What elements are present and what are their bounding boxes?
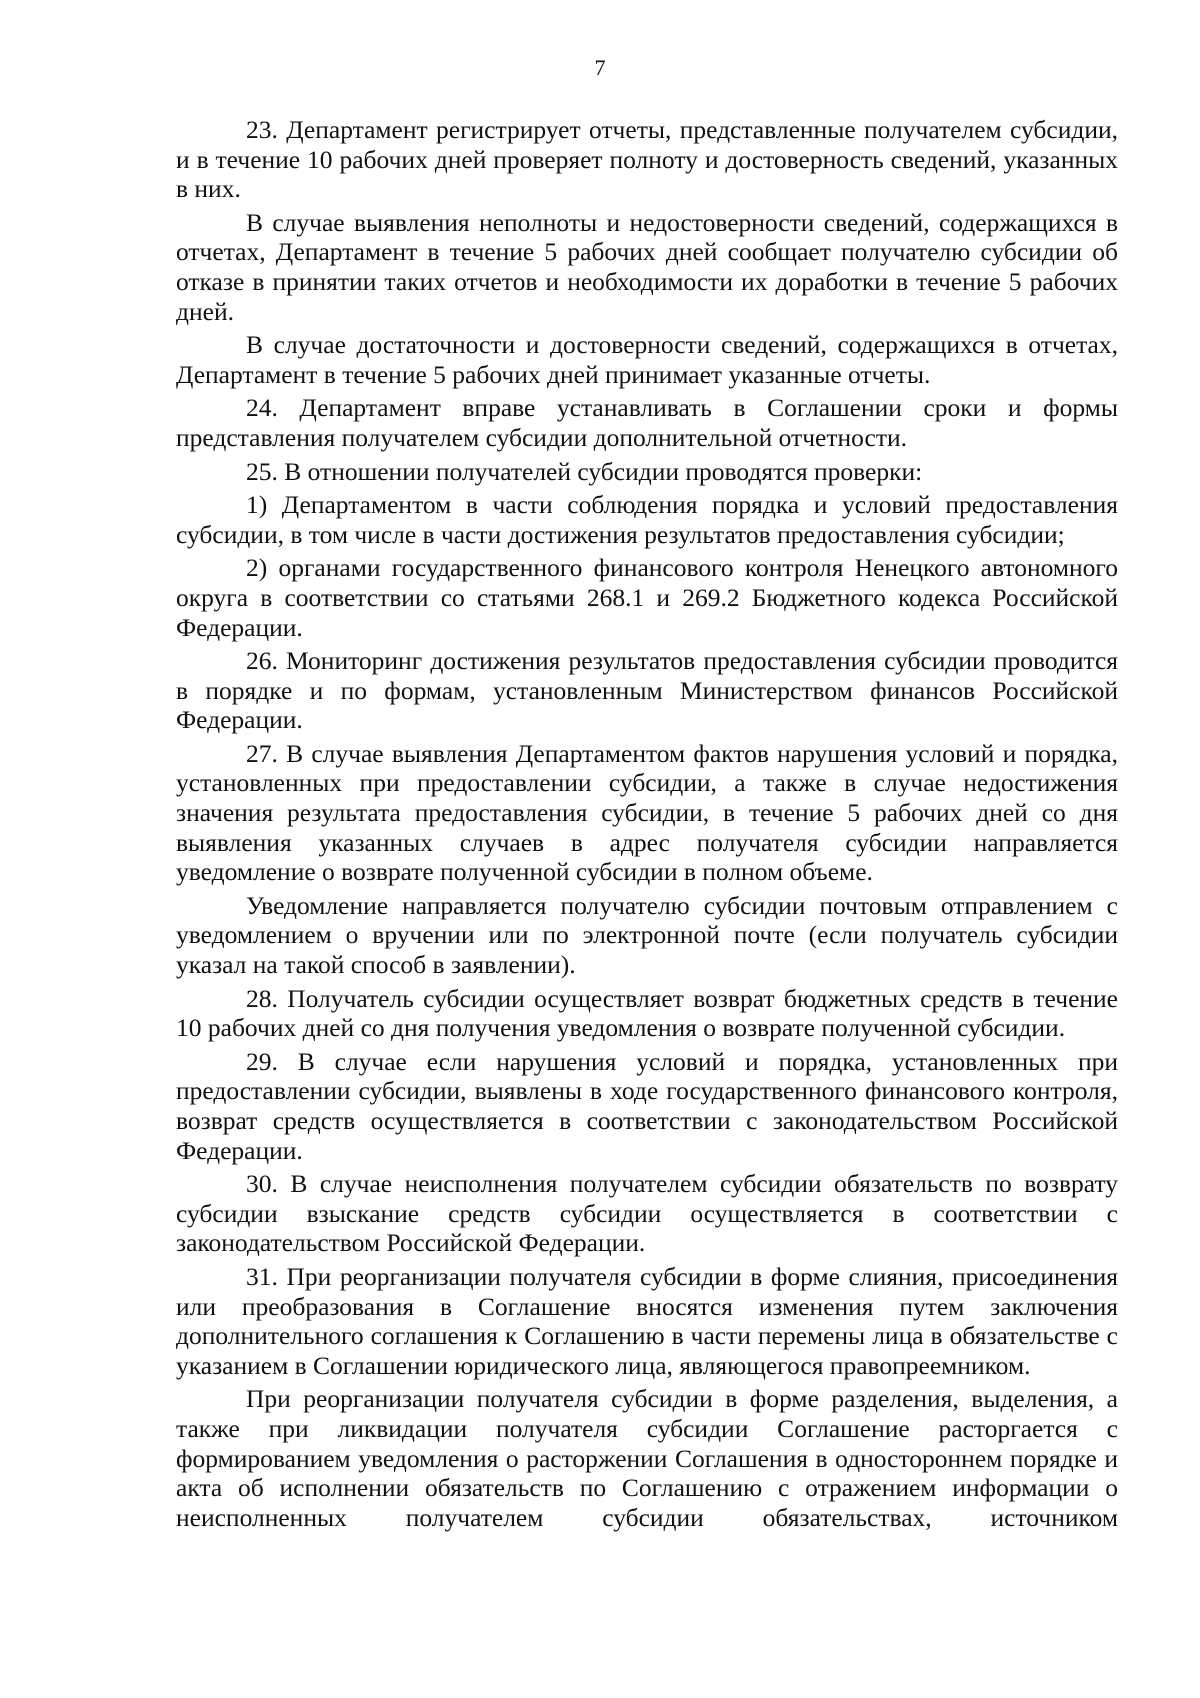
paragraph-31: 31. При реорганизации получателя субсидии в форме слияния, присоединения или преобразования в Соглашение вносятся изменения путем заключения дополнительного соглашения к Соглашению в части перемены лица в обязательстве с указанием в Соглашении юридического лица, являющегося правопреемником. — [176, 1261, 1118, 1380]
paragraph-23: 23. Департамент регистрирует отчеты, представленные получателем субсидии, и в течение 10 рабочих дней проверяет полноту и достоверность сведений, указанных в них. — [176, 115, 1118, 204]
page-number: 7 — [594, 55, 606, 80]
paragraph-28: 28. Получатель субсидии осуществляет возврат бюджетных средств в течение 10 рабочих дней со дня получения уведомления о возврате полученной субсидии. — [176, 983, 1118, 1043]
paragraph-27-notification: Уведомление направляется получателю субсидии почтовым отправлением с уведомлением о вручении или по электронной почте (если получатель субсидии указал на такой способ в заявлении). — [176, 890, 1118, 980]
paragraph-29: 29. В случае если нарушения условий и порядка, установленных при предоставлении субсидии, выявлены в ходе государственного финансового контроля, возврат средств осуществляется в соответствии с законодательством Российской Федерации. — [176, 1046, 1118, 1165]
paragraph-23-incomplete-info: В случае выявления неполноты и недостоверности сведений, содержащихся в отчетах, Департамент в течение 5 рабочих дней сообщает получателю субсидии об отказе в принятии таких отчетов и необходимости их доработки в течение 5 рабочих дней. — [176, 207, 1118, 326]
paragraph-31-liquidation: При реорганизации получателя субсидии в форме разделения, выделения, а также при ликвидации получателя субсидии Соглашение расторгается с формированием уведомления о расторжении Соглашения в одностороннем порядке и акта об исполнении обязательств по Соглашению с отражением информации о неисполненных получателем субсидии обязательствах, источником — [176, 1384, 1118, 1532]
paragraph-26: 26. Мониторинг достижения результатов предоставления субсидии проводится в порядке и по формам, установленным Министерством финансов Российской Федерации. — [176, 646, 1118, 735]
document-body — [176, 115, 1118, 1536]
paragraph-27: 27. В случае выявления Департаментом фактов нарушения условий и порядка, установленных при предоставлении субсидии, а также в случае недостижения значения результата предоставления субсидии, в течение 5 рабочих дней со дня выявления указанных случаев в адрес получателя субсидии направляется уведомление о возврате полученной субсидии в полном объеме. — [176, 738, 1118, 887]
paragraph-30: 30. В случае неисполнения получателем субсидии обязательств по возврату субсидии взыскание средств субсидии осуществляется в соответствии с законодательством Российской Федерации. — [176, 1169, 1118, 1258]
paragraph-25-item-1: 1) Департаментом в части соблюдения порядка и условий предоставления субсидии, в том числе в части достижения результатов предоставления субсидии; — [176, 490, 1118, 549]
paragraph-24: 24. Департамент вправе устанавливать в Соглашении сроки и формы представления получателем субсидии дополнительной отчетности. — [176, 393, 1118, 452]
paragraph-25: 25. В отношении получателей субсидии проводятся проверки: — [246, 456, 923, 486]
paragraph-25-item-2: 2) органами государственного финансового контроля Ненецкого автономного округа в соответствии со статьями 268.1 и 269.2 Бюджетного кодекса Российской Федерации. — [176, 553, 1118, 642]
paragraph-23-sufficient-info: В случае достаточности и достоверности сведений, содержащихся в отчетах, Департамент в течение 5 рабочих дней принимает указанные отчеты. — [176, 330, 1118, 389]
